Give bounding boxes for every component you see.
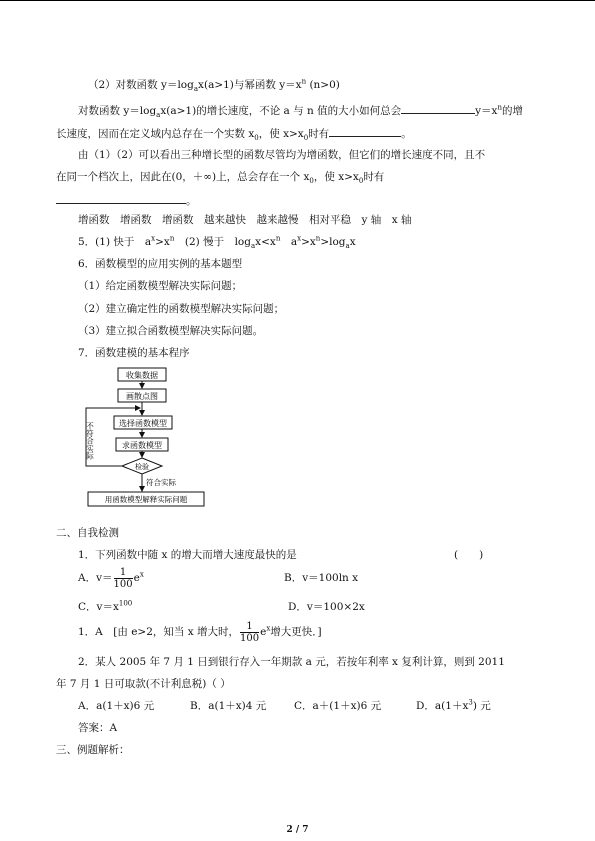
flow-step-interpret-label: 用函数模型解释实际问题 — [104, 495, 188, 504]
q2-line2: 年 7 月 1 日可取款(不计利息税)（ ） — [56, 678, 231, 690]
modeling-flowchart — [80, 362, 210, 510]
q1-option-a[interactable]: A．v＝ $\frac{1}{100}$ $e^x$ — [78, 566, 144, 590]
section3-title: 三、例题解析： — [56, 744, 130, 756]
section2-title: 二、自我检测 — [56, 527, 119, 539]
item7-title: 7．函数建模的基本程序 — [78, 347, 190, 359]
fraction: $\frac{1}{100}$ — [240, 620, 260, 644]
q2-option-d[interactable]: D．$a(1+x^3)$ 元 — [416, 698, 491, 712]
para2-line2: 长速度，因而在定义域内总存在一个实数 $x_0$，使 $x>x_0$时有 。 — [56, 125, 412, 141]
summary-line3: 。 — [56, 192, 197, 208]
q1-answer: 1．A [由 e>2，知当 x 增大时， $\frac{1}{100}$ $e^x$增大更快．] — [78, 620, 322, 644]
item5-line: 5．(1) 快于 $a^x>x^n$ (2) 慢于 $\log_ax<x^n$ $a^x>x^n>\log_ax$ — [78, 234, 356, 251]
flow-step-choose-model-label: 选择函数模型 — [119, 419, 167, 428]
para2-line1: 对数函数 $y=\log_ax(a>1)$的增长速度，不论 a 与 n 值的大小如何总会 $y=x^n$的增 — [78, 103, 523, 120]
item6-title: 6．函数模型的应用实例的基本题型 — [78, 258, 243, 270]
answer-blank[interactable] — [329, 125, 401, 137]
q1-answer-paren: ( ) — [454, 549, 484, 561]
q1-stem: 1．下列函数中随 x 的增大而增大速度最快的是 — [78, 549, 297, 561]
flow-step-solve-model-label: 求函数模型 — [122, 441, 162, 450]
fraction: $\frac{1}{100}$ — [113, 566, 133, 590]
q2-line1: 2．某人 2005 年 7 月 1 日到银行存入一年期款 a 元，若按年利率 x 复利计算，则到 2011 — [78, 656, 505, 668]
q1-option-c[interactable]: C．$v=x^{100}$ — [78, 599, 133, 613]
summary-line2: 在同一个档次上，因此在(0，＋∞)上，总会存在一个 $x_0$，使 $x>x_0$时有 — [56, 171, 385, 186]
answers-line: 增函数 增函数 增函数 越来越快 越来越慢 相对平稳 y 轴 x 轴 — [78, 214, 412, 226]
q2-option-a[interactable]: A．a(1＋x)6 元 — [78, 700, 155, 712]
q1-option-b[interactable]: B．v＝100ln x — [284, 572, 359, 584]
q2-option-c[interactable]: C．a＋(1＋x)6 元 — [294, 700, 382, 712]
para2-heading: （2）对数函数 $y=\log_ax(a>1)$与幂函数 $y=x^n$ (n>0) — [88, 77, 340, 94]
q1-option-d[interactable]: D．v＝100×2x — [288, 601, 365, 613]
flow-no-label: 不符合实际 — [85, 422, 95, 460]
flow-step-scatter-label: 画散点图 — [126, 392, 158, 401]
page-number: 2 / 7 — [286, 825, 309, 835]
flow-step-collect-label: 收集数据 — [126, 371, 158, 380]
q2-answer: 答案：A — [78, 722, 118, 734]
flow-decision-check-label: 检验 — [135, 463, 149, 471]
summary-line1: 由（1）（2）可以看出三种增长型的函数尽管均为增函数，但它们的增长速度不同，且不 — [78, 149, 486, 161]
item6-point2: （2）建立确定性的函数模型解决实际问题； — [78, 303, 285, 315]
header-rule — [0, 0, 595, 1]
item6-point1: （1）给定函数模型解决实际问题； — [78, 280, 243, 292]
answer-blank[interactable] — [56, 192, 186, 204]
flow-yes-label: 符合实际 — [146, 478, 176, 487]
item6-point3: （3）建立拟合函数模型解决实际问题。 — [78, 325, 264, 337]
answer-blank[interactable] — [401, 102, 475, 114]
q2-option-b[interactable]: B．a(1＋x)4 元 — [190, 700, 267, 712]
